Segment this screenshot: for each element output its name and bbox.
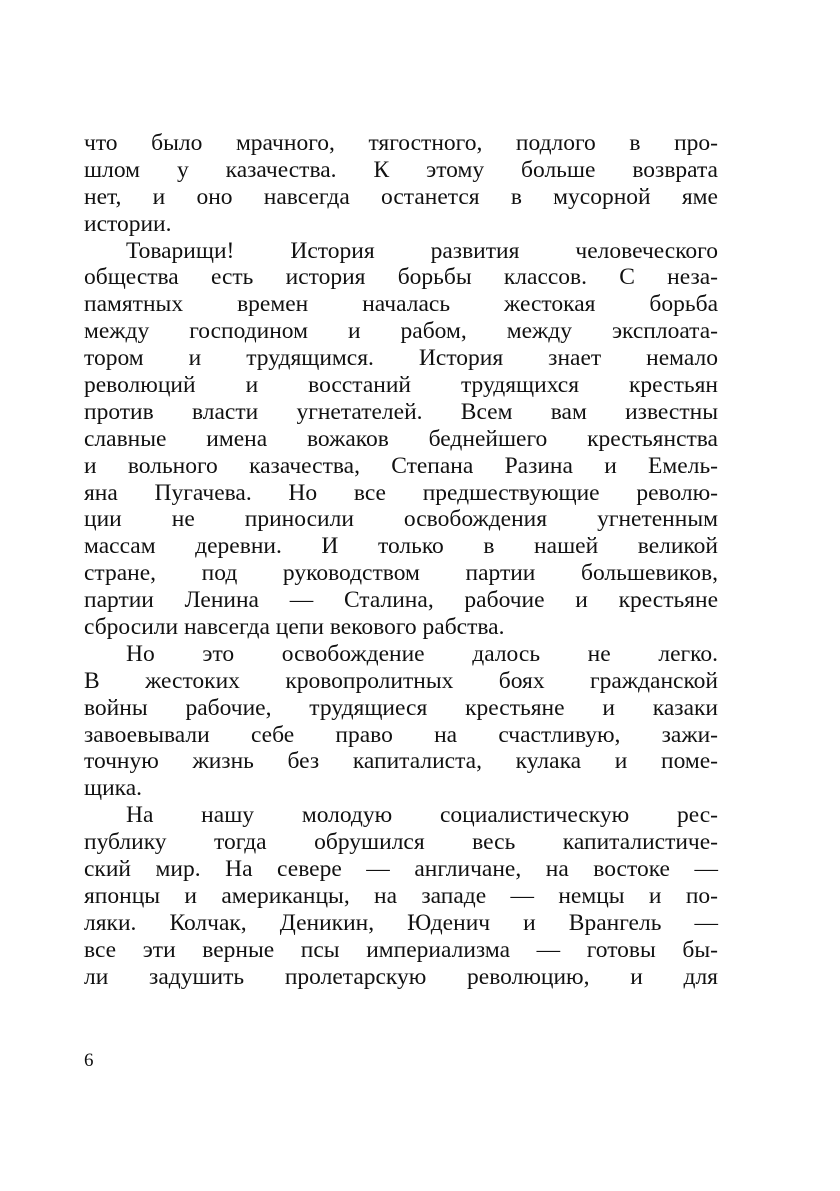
text-line: нет, и оно навсегда останется в мусорной яме: [84, 183, 718, 210]
text-line: славные имена вожаков беднейшего крестьянства: [84, 425, 718, 452]
text-line: тором и трудящимся. История знает немало: [84, 345, 718, 372]
text-line: революций и восстаний трудящихся крестьян: [84, 372, 718, 399]
text-line: ли задушить пролетарскую революцию, и для: [84, 963, 718, 990]
text-line: шлом у казачества. К этому больше возврата: [84, 156, 718, 183]
text-line: точную жизнь без капиталиста, кулака и поме-: [84, 748, 718, 775]
text-line: ский мир. На севере — англичане, на востоке —: [84, 856, 718, 883]
text-line: ции не приносили освобождения угнетенным: [84, 506, 718, 533]
text-line: войны рабочие, трудящиеся крестьяне и казаки: [84, 694, 718, 721]
text-line: общества есть история борьбы классов. С неза-: [84, 264, 718, 291]
text-line: что было мрачного, тягостного, подлого в про-: [84, 130, 718, 156]
text-line: партии Ленина — Сталина, рабочие и крестьяне: [84, 587, 718, 614]
page-number: 6: [84, 1050, 94, 1071]
text-line: японцы и американцы, на западе — немцы и по-: [84, 882, 718, 909]
text-line: завоевывали себе право на счастливую, зажи-: [84, 721, 718, 748]
text-line: Но это освобождение далось не легко.: [126, 640, 718, 667]
text-line: На нашу молодую социалистическую рес-: [126, 802, 718, 829]
text-line: истории.: [84, 210, 172, 237]
body-text: [84, 130, 718, 991]
text-line: В жестоких кровопролитных боях гражданской: [84, 667, 718, 694]
text-line: массам деревни. И только в нашей великой: [84, 533, 718, 560]
text-line: яна Пугачева. Но все предшествующие револю-: [84, 479, 718, 506]
text-line: между господином и рабом, между эксплоата-: [84, 318, 718, 345]
text-line: щика.: [84, 775, 143, 802]
text-line: сбросили навсегда цепи векового рабства.: [84, 614, 505, 641]
text-line: Товарищи! История развития человеческого: [126, 237, 718, 264]
text-line: против власти угнетателей. Всем вам известны: [84, 398, 718, 425]
text-line: все эти верные псы империализма — готовы бы-: [84, 936, 718, 963]
text-line: и вольного казачества, Степана Разина и Емель-: [84, 452, 718, 479]
text-line: памятных времен началась жестокая борьба: [84, 291, 718, 318]
text-line: стране, под руководством партии большевиков,: [84, 560, 718, 587]
text-line: публику тогда обрушился весь капиталистиче-: [84, 829, 718, 856]
text-line: ляки. Колчак, Деникин, Юденич и Врангель —: [84, 909, 718, 936]
